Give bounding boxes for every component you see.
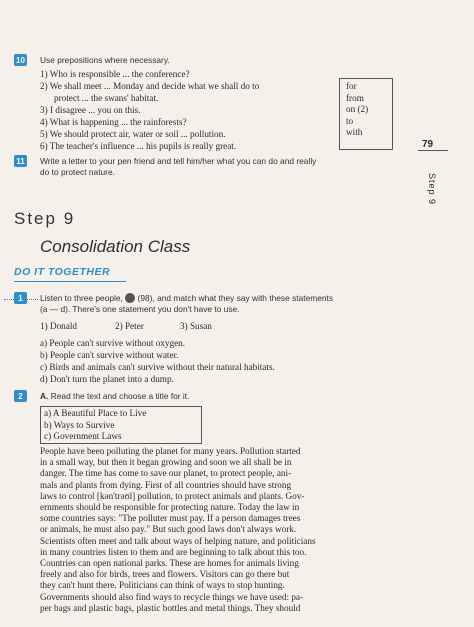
exercise-item: 4) What is happening ... the rainforests? — [40, 117, 187, 127]
preposition: for — [346, 81, 357, 91]
text-line: some countries says: "The polluter must pay. If a person damages trees — [40, 513, 301, 524]
text-line: ernments should be responsible for protecting nature. Today the law in — [40, 502, 300, 513]
preposition: on (2) — [346, 104, 369, 115]
text-line: freely and also for birds, trees and flowers. Visitors can go there but — [40, 569, 290, 580]
title-options-box — [40, 406, 202, 444]
exercise-instruction: (a — d). There's one statement you don't have to use. — [40, 304, 240, 314]
side-step-label: Step 9 — [427, 172, 437, 206]
text-line: they can't hunt there. Politicians can think of ways to stop hunting. — [40, 580, 285, 591]
text-line: in many countries listen to them and are beginning to talk about this too. — [40, 546, 307, 557]
exercise-number-badge: 2 — [14, 390, 27, 402]
step-heading: Step 9 — [14, 209, 76, 228]
exercise-instruction: Write a letter to your pen friend and tell him/her what you can do and really — [40, 156, 317, 166]
preposition: from — [346, 92, 364, 103]
instruction-text: Listen to three people, — [40, 293, 123, 303]
preposition-box — [339, 78, 393, 150]
text-line: Governments should also find ways to recycle things we have used: pa- — [40, 591, 304, 602]
text-line: per bags and plastic bags, plastic bottles and metal things. They should — [40, 602, 301, 613]
page-number: 79 — [422, 139, 434, 150]
exercise-item: 3) I disagree ... you on this. — [40, 105, 141, 115]
text-line: People have been polluting the planet for many years. Pollution started — [40, 446, 301, 456]
text-line: in a small way, but then it began growing and soon we all shall be in — [40, 457, 292, 468]
exercise-instruction — [40, 391, 189, 402]
reading-text — [40, 446, 390, 614]
text-line: or animals, he must also pay." But such good laws don't always work. — [40, 524, 297, 535]
instruction-text: Read the text and choose a title for it. — [50, 391, 190, 401]
exercise-instruction: Use prepositions where necessary. — [40, 55, 170, 65]
preposition: to — [346, 115, 354, 126]
exercise-instruction: do to protect nature. — [40, 167, 115, 177]
exercise-item: 6) The teacher's influence ... his pupils is really great. — [40, 141, 237, 151]
person-option: 2) Peter — [115, 321, 144, 331]
exercise-item: 1) Who is responsible ... the conference? — [40, 69, 190, 79]
exercise-number-badge: 10 — [14, 54, 27, 66]
lesson-title: Consolidation Class — [40, 237, 191, 256]
part-label: A. — [40, 391, 49, 401]
section-rule — [14, 281, 126, 282]
person-option: 3) Susan — [180, 321, 212, 331]
section-heading: DO IT TOGETHER — [14, 266, 111, 278]
page-number-rule — [418, 150, 448, 151]
text-line: mals and plants from dying. First of all countries should have strong — [40, 479, 292, 490]
statement-item: a) People can't survive without oxygen. — [40, 338, 186, 348]
text-line: laws to control [kən'trəʊl] pollution, to protect animals and plants. Gov- — [40, 490, 305, 501]
statement-item: c) Birds and animals can't survive without their natural habitats. — [40, 362, 275, 372]
exercise-number-badge: 11 — [14, 155, 27, 167]
statement-item: d) Don't turn the planet into a dump. — [40, 374, 174, 384]
exercise-item: 5) We should protect air, water or soil ... pollution. — [40, 129, 226, 139]
title-option: a) A Beautiful Place to Live — [44, 408, 147, 418]
audio-reference: (98), and match what they say with these statements — [137, 293, 334, 303]
title-option: c) Government Laws — [44, 431, 122, 442]
exercise-number-badge: 1 — [14, 292, 27, 304]
text-line: danger. The time has come to save our planet, to protect people, ani- — [40, 468, 292, 479]
exercise-instruction — [40, 293, 333, 304]
title-option: b) Ways to Survive — [44, 419, 115, 430]
audio-icon[interactable] — [125, 293, 135, 303]
preposition: with — [346, 127, 363, 138]
exercise-item: 2) We shall meet ... Monday and decide what we shall do to — [40, 81, 260, 91]
text-line: Countries can open national parks. These are homes for animals living — [40, 558, 299, 569]
statement-item: b) People can't survive without water. — [40, 350, 179, 360]
text-line: Scientists often meet and talk about ways of helping nature, and politicians — [40, 535, 316, 546]
exercise-item: protect ... the swans' habitat. — [54, 93, 159, 103]
person-option: 1) Donald — [40, 321, 77, 331]
